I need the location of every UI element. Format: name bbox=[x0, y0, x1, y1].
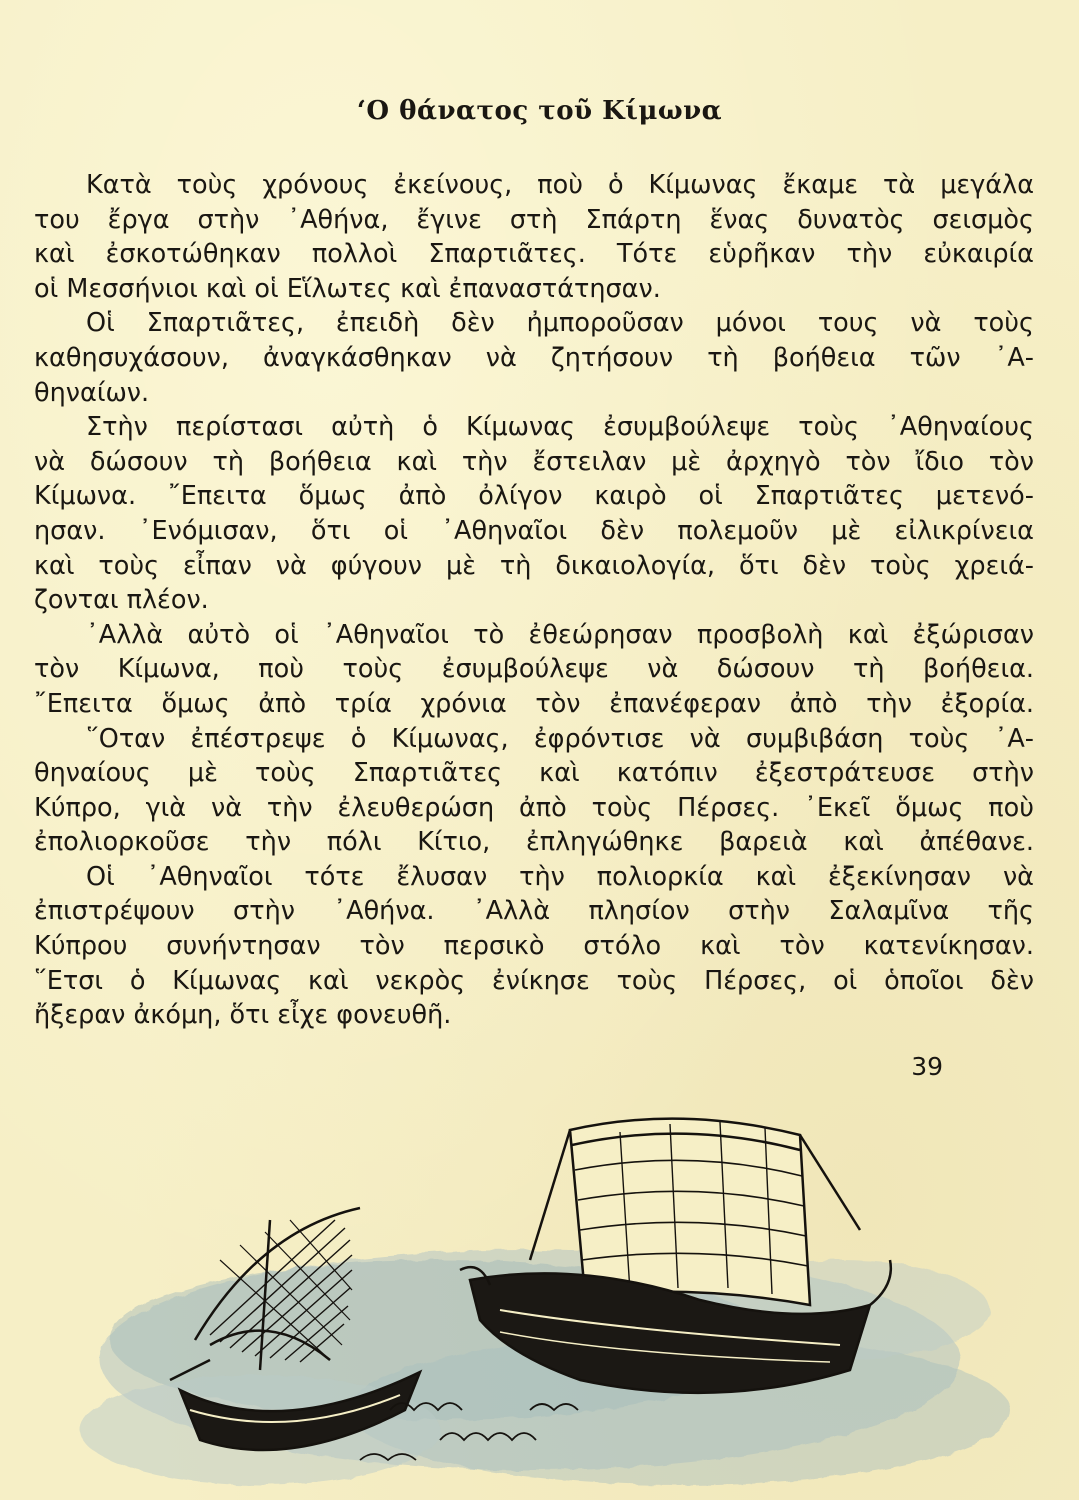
text-line: θηναίων. bbox=[34, 377, 150, 408]
text-line: ἐπολιορκοῦσε τὴν πόλι Κίτιο, ἐπληγώθηκε βαρειὰ καὶ ἀπέθανε. bbox=[34, 827, 1034, 858]
text-line: νὰ δώσουν τὴ βοήθεια καὶ τὴν ἔστειλαν μὲ ἀρχηγὸ τὸν ἴδιο τὸν bbox=[34, 446, 1034, 477]
text-line: Κύπρο, γιὰ νὰ τὴν ἐλευθερώση ἀπὸ τοὺς Πέρσες. ᾿Εκεῖ ὅμως ποὺ bbox=[34, 792, 1034, 823]
body-text bbox=[34, 168, 1034, 1033]
text-line: ῞Οταν ἐπέστρεψε ὁ Κίμωνας, ἐφρόντισε νὰ συμβιβάση τοὺς ᾿Α- bbox=[86, 723, 1034, 754]
text-line: ῞Ετσι ὁ Κίμωνας καὶ νεκρὸς ἐνίκησε τοὺς Πέρσες, οἱ ὁποῖοι δὲν bbox=[34, 965, 1034, 996]
text-line: Οἱ ᾿Αθηναῖοι τότε ἔλυσαν τὴν πολιορκία καὶ ἐξεκίνησαν νὰ bbox=[86, 861, 1034, 892]
chapter-title: ‘Ο θάνατος τοῦ Κίμωνα bbox=[356, 96, 723, 126]
text-line: καθησυχάσουν, ἀναγκάσθηκαν νὰ ζητήσουν τὴ βοήθεια τῶν ᾿Α- bbox=[34, 342, 1034, 373]
text-line: θηναίους μὲ τοὺς Σπαρτιᾶτες καὶ κατόπιν ἐξεστράτευσε στὴν bbox=[34, 758, 1034, 789]
text-line: οἱ Μεσσήνιοι καὶ οἱ Εἵλωτες καὶ ἐπαναστάτησαν. bbox=[34, 273, 661, 304]
text-line: Κύπρου συνήντησαν τὸν περσικὸ στόλο καὶ τὸν κατενίκησαν. bbox=[34, 931, 1034, 962]
text-line: Κίμωνα. ῎Επειτα ὅμως ἀπὸ ὀλίγον καιρὸ οἱ Σπαρτιᾶτες μετενό- bbox=[34, 481, 1034, 512]
text-line: ᾿Αλλὰ αὐτὸ οἱ ᾿Αθηναῖοι τὸ ἐθεώρησαν προσβολὴ καὶ ἐξώρισαν bbox=[86, 619, 1034, 650]
text-line: ζονται πλέον. bbox=[34, 585, 209, 616]
text-line: ἐπιστρέψουν στὴν ᾿Αθήνα. ᾿Αλλὰ πλησίον στὴν Σαλαμῖνα τῆς bbox=[34, 896, 1034, 927]
text-line: τὸν Κίμωνα, ποὺ τοὺς ἐσυμβούλεψε νὰ δώσουν τὴ βοήθεια. bbox=[34, 654, 1034, 685]
text-line: καὶ τοὺς εἶπαν νὰ φύγουν μὲ τὴ δικαιολογία, ὅτι δὲν τοὺς χρειά- bbox=[34, 550, 1034, 581]
ships-illustration bbox=[60, 1110, 1060, 1500]
page-number: 39 bbox=[911, 1052, 943, 1081]
text-line: ἤξεραν ἀκόμη, ὅτι εἶχε φονευθῆ. bbox=[34, 1000, 452, 1031]
text-line: Στὴν περίστασι αὐτὴ ὁ Κίμωνας ἐσυμβούλεψε τοὺς ᾿Αθηναίους bbox=[86, 412, 1034, 443]
text-line: καὶ ἐσκοτώθηκαν πολλοὶ Σπαρτιᾶτες. Τότε εὑρῆκαν τὴν εὐκαιρία bbox=[34, 239, 1034, 270]
text-line: ῎Επειτα ὅμως ἀπὸ τρία χρόνια τὸν ἐπανέφεραν ἀπὸ τὴν ἐξορία. bbox=[34, 688, 1034, 719]
text-line: ησαν. ᾿Ενόμισαν, ὅτι οἱ ᾿Αθηναῖοι δὲν πολεμοῦν μὲ εἰλικρίνεια bbox=[34, 515, 1034, 546]
text-line: Οἱ Σπαρτιᾶτες, ἐπειδὴ δὲν ἠμποροῦσαν μόνοι τους νὰ τοὺς bbox=[86, 308, 1034, 339]
text-line: Κατὰ τοὺς χρόνους ἐκείνους, ποὺ ὁ Κίμωνας ἔκαμε τὰ μεγάλα bbox=[86, 170, 1034, 200]
text-line: του ἔργα στὴν ᾿Αθήνα, ἔγινε στὴ Σπάρτη ἕνας δυνατὸς σεισμὸς bbox=[34, 204, 1034, 235]
